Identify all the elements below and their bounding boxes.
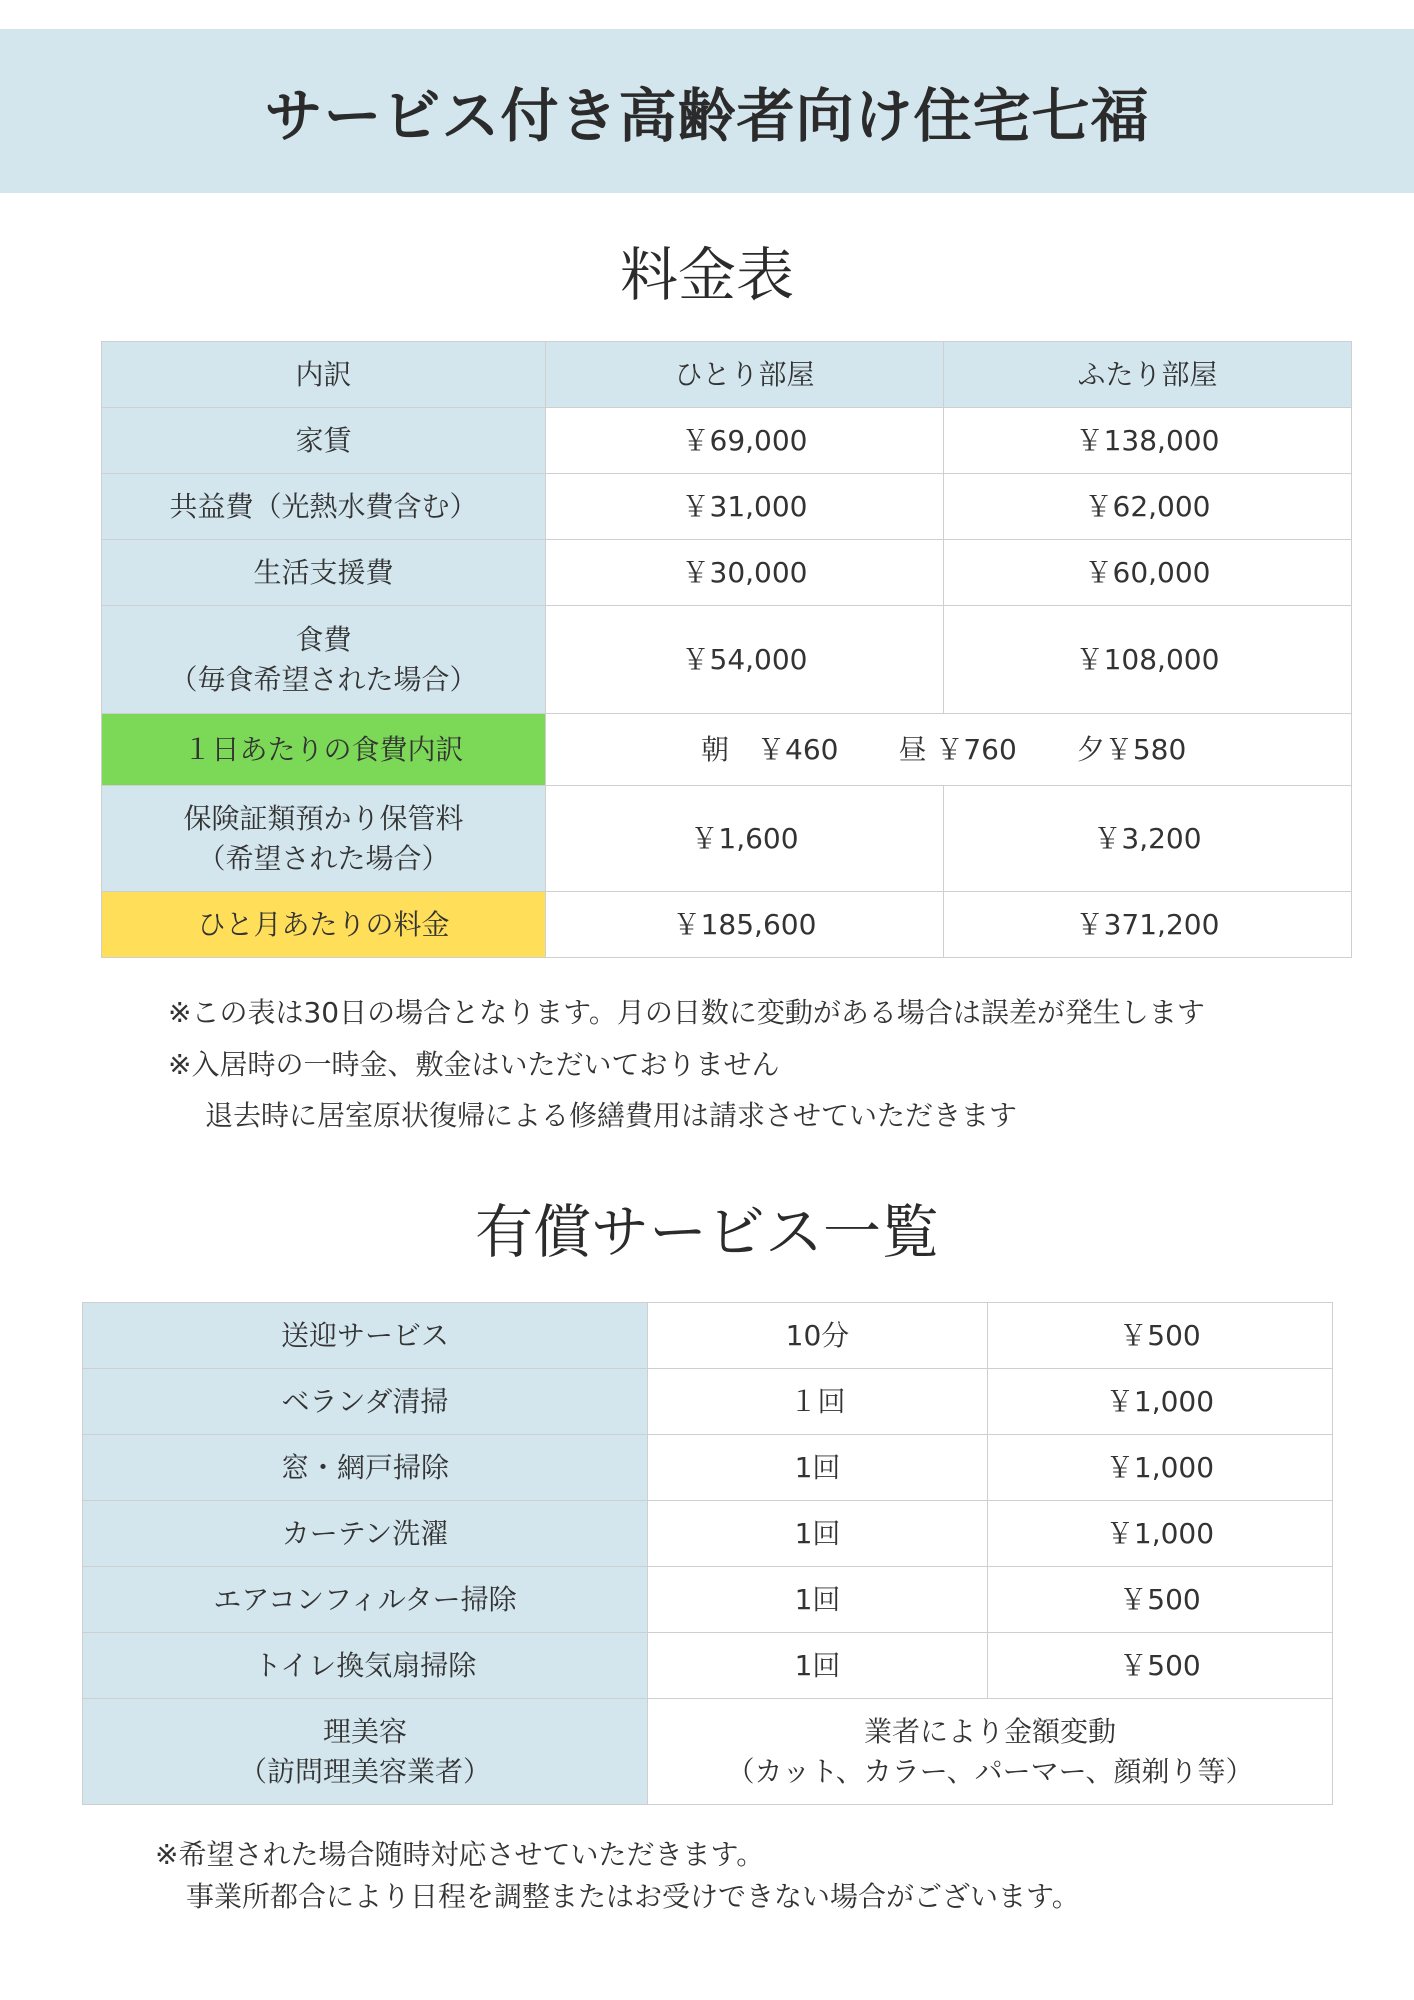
breakfast-price: 朝 ￥460 <box>701 732 839 766</box>
barber-label-line1: 理美容 <box>322 1715 407 1749</box>
meal-breakdown-values <box>546 714 1352 786</box>
monthly-total-double: ￥371,200 <box>944 892 1352 958</box>
page-title: サービス付き高齢者向け住宅七福 <box>264 82 1150 150</box>
fee-double-value: ￥138,000 <box>944 408 1352 474</box>
service-unit: 1回 <box>648 1567 988 1633</box>
monthly-total-label: ひと月あたりの料金 <box>102 892 546 958</box>
service-price: ￥1,000 <box>988 1369 1333 1435</box>
barber-label-line2: （訪問理美容業者） <box>238 1754 491 1788</box>
barber-note-line2: （カット、カラー、パーマー、顔剃り等） <box>726 1754 1254 1788</box>
service-price: ￥500 <box>988 1633 1333 1699</box>
fee-single-value: ￥54,000 <box>546 606 944 714</box>
service-row <box>83 1369 1333 1435</box>
fee-row-label <box>102 786 546 892</box>
fee-row-label: 生活支援費 <box>102 540 546 606</box>
fee-row-label: 家賃 <box>102 408 546 474</box>
paid-services-title: 有償サービス一覧 <box>474 1198 939 1266</box>
fee-row-meals <box>102 606 1352 714</box>
title-banner <box>0 29 1414 193</box>
fee-row-common <box>102 474 1352 540</box>
fee-label-line2: （希望された場合） <box>197 841 450 875</box>
service-row <box>83 1303 1333 1369</box>
col-header-breakdown: 内訳 <box>102 342 546 408</box>
fee-row-label: 共益費（光熱水費含む） <box>102 474 546 540</box>
fee-single-value: ￥30,000 <box>546 540 944 606</box>
meal-breakdown-row <box>102 714 1352 786</box>
storage-fee-row <box>102 786 1352 892</box>
fee-single-value: ￥1,600 <box>546 786 944 892</box>
service-row <box>83 1633 1333 1699</box>
monthly-total-row <box>102 892 1352 958</box>
fee-label-line1: 食費 <box>295 623 352 657</box>
service-row <box>83 1501 1333 1567</box>
dinner-price: 夕￥580 <box>1076 732 1187 766</box>
service-unit: 1回 <box>648 1633 988 1699</box>
fee-label-line2: （毎食希望された場合） <box>169 662 478 696</box>
fee-label-line1: 保険証類預かり保管料 <box>183 802 464 836</box>
fee-double-value: ￥108,000 <box>944 606 1352 714</box>
barber-note-line1: 業者により金額変動 <box>863 1715 1116 1749</box>
fee-row-rent <box>102 408 1352 474</box>
service-price: ￥500 <box>988 1303 1333 1369</box>
service-name: 窓・網戸掃除 <box>83 1435 648 1501</box>
col-header-single-room: ひとり部屋 <box>546 342 944 408</box>
service-note-1: ※希望された場合随時対応させていただきます。 <box>155 1838 765 1871</box>
fee-double-value: ￥62,000 <box>944 474 1352 540</box>
service-row <box>83 1435 1333 1501</box>
service-unit: 1回 <box>648 1501 988 1567</box>
fee-note-1: ※この表は30日の場合となります。月の日数に変動がある場合は誤差が発生します <box>168 996 1205 1029</box>
fee-note-2: ※入居時の一時金、敷金はいただいておりません <box>168 1048 780 1081</box>
service-price: ￥500 <box>988 1567 1333 1633</box>
lunch-price: 昼 ￥760 <box>898 732 1017 766</box>
fee-double-value: ￥3,200 <box>944 786 1352 892</box>
paid-services-table <box>82 1302 1333 1805</box>
fee-section-title: 料金表 <box>619 241 794 309</box>
barber-price-note <box>648 1699 1333 1805</box>
barber-service-row <box>83 1699 1333 1805</box>
fee-table <box>101 341 1352 958</box>
service-unit: １回 <box>648 1369 988 1435</box>
fee-double-value: ￥60,000 <box>944 540 1352 606</box>
col-header-double-room: ふたり部屋 <box>944 342 1352 408</box>
meal-breakdown-label: １日あたりの食費内訳 <box>102 714 546 786</box>
service-name: 送迎サービス <box>83 1303 648 1369</box>
service-name: エアコンフィルター掃除 <box>83 1567 648 1633</box>
fee-note-3: 退去時に居室原状復帰による修繕費用は請求させていただきます <box>205 1099 1018 1132</box>
service-price: ￥1,000 <box>988 1435 1333 1501</box>
fee-row-support <box>102 540 1352 606</box>
fee-table-header-row <box>102 342 1352 408</box>
service-unit: 10分 <box>648 1303 988 1369</box>
fee-single-value: ￥31,000 <box>546 474 944 540</box>
monthly-total-single: ￥185,600 <box>546 892 944 958</box>
fee-single-value: ￥69,000 <box>546 408 944 474</box>
service-note-2: 事業所都合により日程を調整またはお受けできない場合がございます。 <box>186 1880 1080 1913</box>
service-row <box>83 1567 1333 1633</box>
service-name: ベランダ清掃 <box>83 1369 648 1435</box>
service-name: トイレ換気扇掃除 <box>83 1633 648 1699</box>
service-price: ￥1,000 <box>988 1501 1333 1567</box>
service-unit: 1回 <box>648 1435 988 1501</box>
barber-label <box>83 1699 648 1805</box>
fee-row-label <box>102 606 546 714</box>
service-name: カーテン洗濯 <box>83 1501 648 1567</box>
